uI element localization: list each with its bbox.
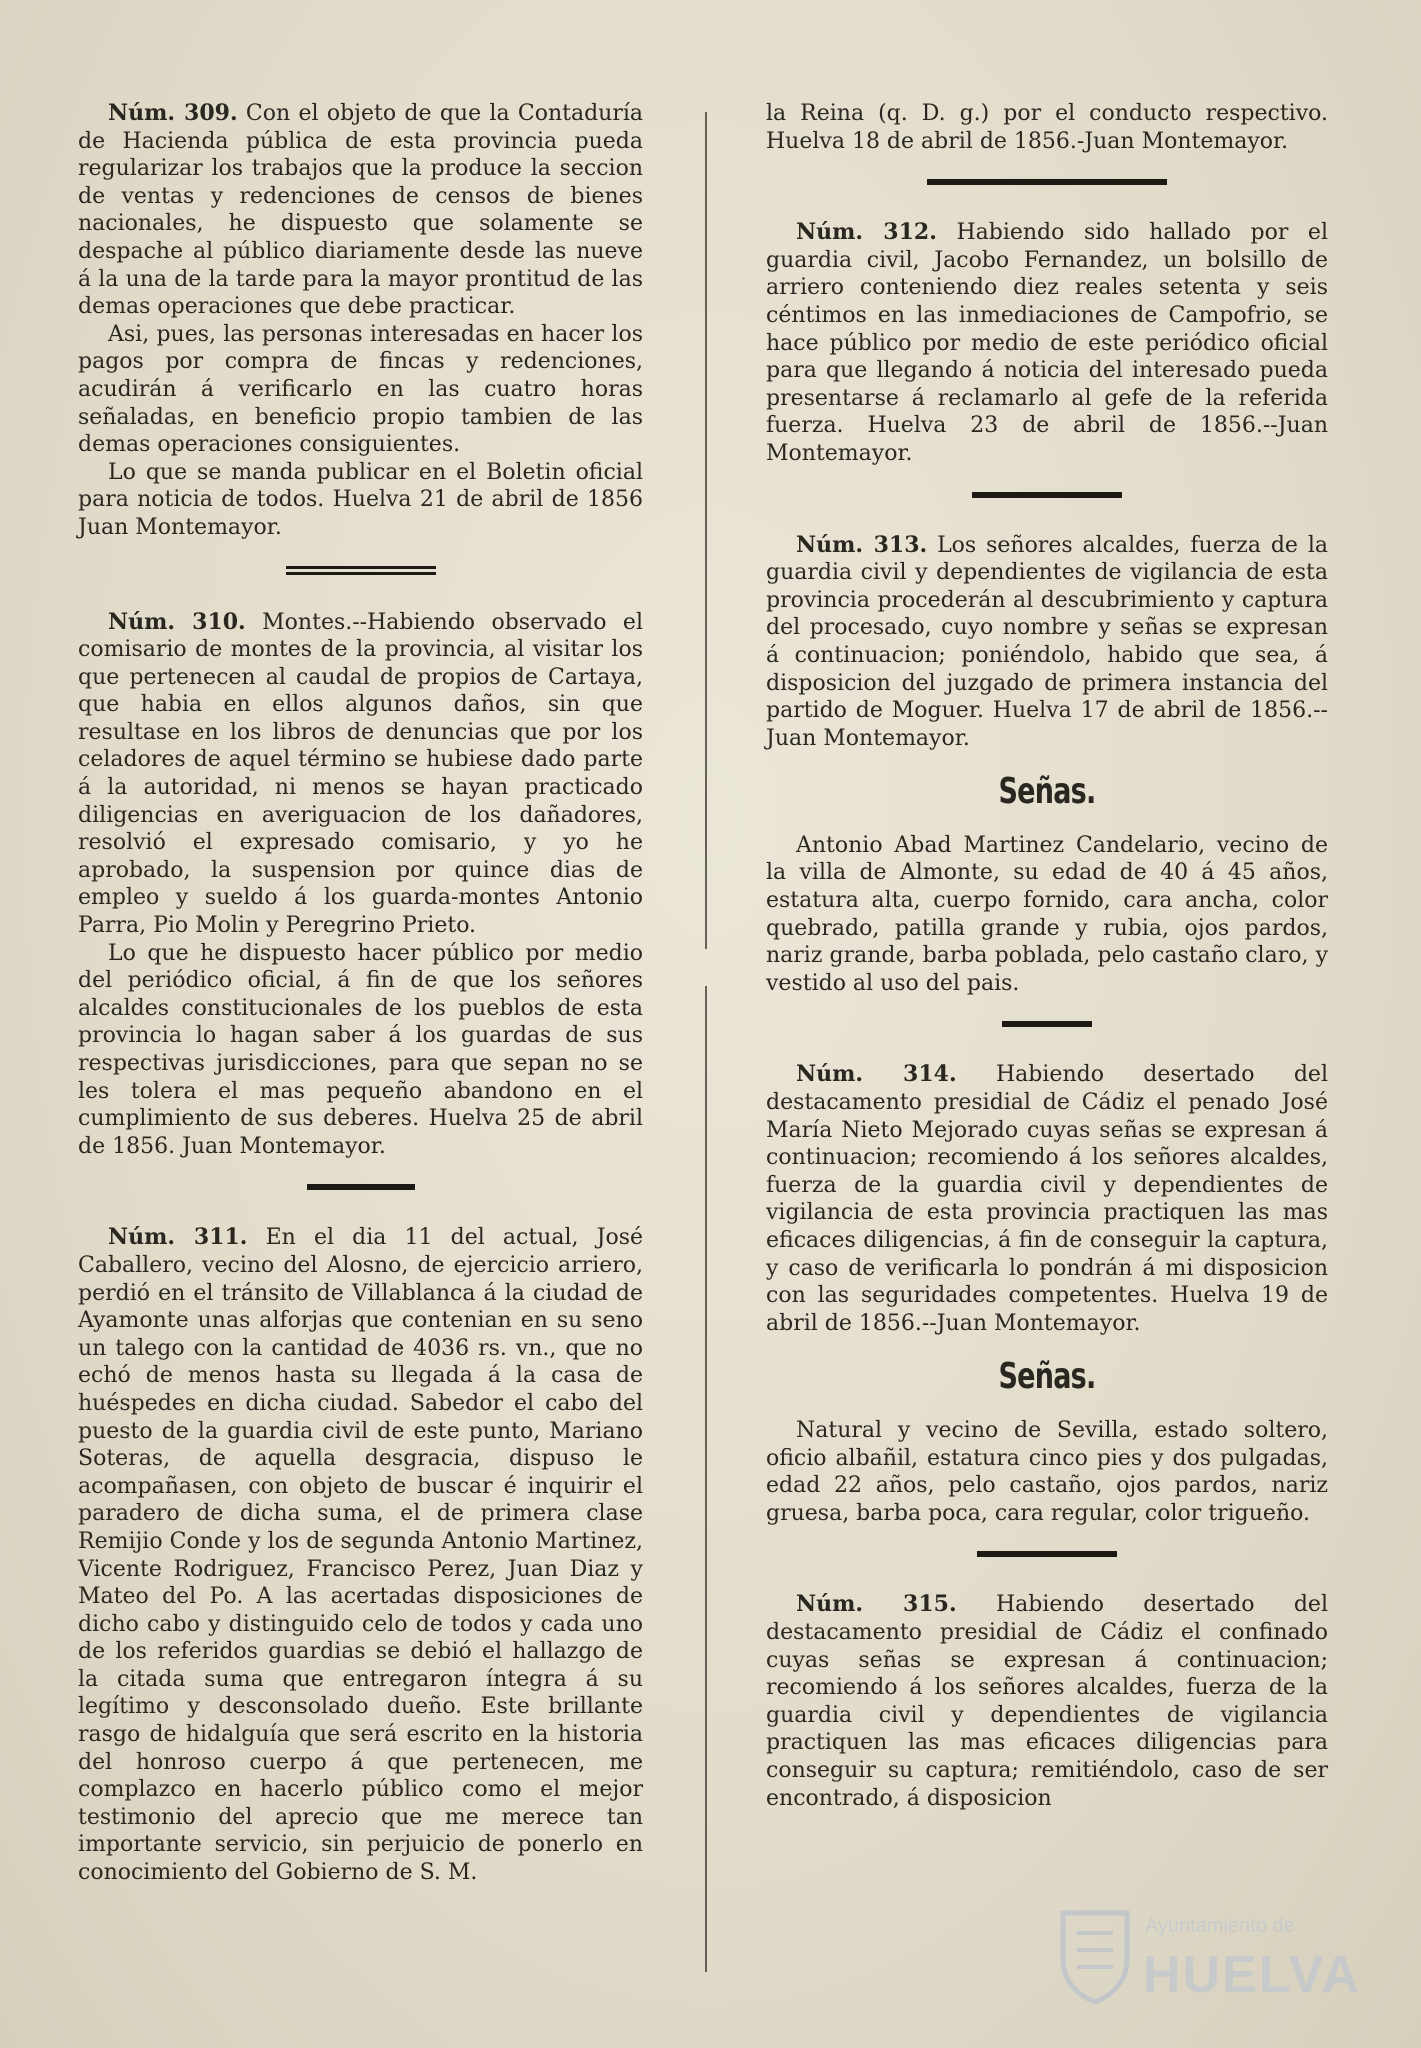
article-text: Habiendo desertado del destacamento presidial de Cádiz el penado José María Nieto Mejorado cuyas señas se expresan á continuacion; recomiendo á los señores alcaldes, fuerza de la guardia civil y dependientes de vigilancia de esta provincia practiquen las mas eficaces diligencias, á fin de conseguir la captura, y caso de verificarla lo pondrán á mi disposicion con las seguridades competentes. Huelva 19 de abril de 1856.--Juan Montemayor. [766,1062,1328,1336]
article-number: Núm. 314. [796,1061,957,1088]
senas-description: Antonio Abad Martinez Candelario, vecino de la villa de Almonte, su edad de 40 á 45 años, estatura alta, cuerpo fornido, cara ancha, color quebrado, patilla grande y rubia, ojos pardos, nariz grande, barba poblada, pelo castaño claro, y vestido al uso del pais. [766,832,1328,996]
senas-description: Natural y vecino de Sevilla, estado soltero, oficio albañil, estatura cinco pies y dos pulgadas, edad 22 años, pelo castaño, ojos pardos, nariz gruesa, barba poca, cara regular, color trigueño. [766,1417,1328,1526]
article-312 [766,219,1328,467]
separator-rule [286,566,436,569]
article-313-p1 [766,532,1328,753]
article-number: Núm. 313. [796,531,928,558]
article-312-p1 [766,219,1328,467]
left-column [78,100,643,1887]
senas-heading: Señas. [998,1356,1096,1398]
separator-rule [927,179,1167,185]
article-311-p1 [78,1224,643,1886]
watermark-line2: HUELVA [1143,1946,1362,2004]
article-315-p1 [766,1591,1328,1812]
separator-rule [1002,1021,1092,1027]
article-text: Los señores alcaldes, fuerza de la guardia civil y dependientes de vigilancia de esta provincia procederán al descubrimiento y captura del procesado, cuyo nombre y señas se expresan á continuacion; poniéndolo, habido que sea, á disposicion del juzgado de primera instancia del partido de Moguer. Huelva 17 de abril de 1856.--Juan Montemayor. [766,532,1328,751]
article-314-p1 [766,1061,1328,1337]
column-divider [705,112,707,1972]
separator-rule [307,1184,415,1190]
article-314 [766,1061,1328,1527]
shield-icon [1055,1905,1135,2005]
senas-heading: Señas. [998,771,1096,813]
separator-rule [972,492,1122,498]
article-310-p1 [78,609,643,940]
right-column [766,100,1328,1812]
article-text: En el dia 11 del actual, José Caballero, vecino del Alosno, de ejercicio arriero, perdió en el tránsito de Villablanca á la ciudad de Ayamonte unas alforjas que contenian en su seno un talego con la cantidad de 4036 rs. vn., que no echó de menos hasta su llegada á la casa de huéspedes en dicha ciudad. Sabedor el cabo del puesto de la guardia civil de este punto, Mariano Soteras, de aquella desgracia, dispuso le acompañasen, con objeto de buscar é inquirir el paradero de dicha suma, el de primera clase Remijio Conde y los de segunda Antonio Martinez, Vicente Rodriguez, Francisco Perez, Juan Diaz y Mateo del Po. A las acertadas disposiciones de dicho cabo y distinguido celo de todos y cada uno de los referidos guardias se debió el hallazgo de la citada suma que entregaron íntegra á su legítimo y desconsolado dueño. Este brillante rasgo de hidalguía que será escrito en la historia del honroso cuerpo á que pertenecen, me complazco en hacerlo público como el mejor testimonio del aprecio que me merece tan importante servicio, sin perjuicio de ponerlo en conocimiento del Gobierno de S. M. [78,1225,643,1886]
article-311-continuation: la Reina (q. D. g.) por el conducto respectivo. Huelva 18 de abril de 1856.-Juan Montemayor. [766,101,1328,154]
article-311 [78,1224,643,1886]
article-309-p3: Lo que se manda publicar en el Boletin oficial para noticia de todos. Huelva 21 de abril de 1856 Juan Montemayor. [78,459,643,540]
watermark-line1: Ayuntamiento de [1145,1915,1295,1937]
article-text: Habiendo sido hallado por el guardia civil, Jacobo Fernandez, un bolsillo de arriero conteniendo diez reales setenta y seis céntimos en las inmediaciones de Campofrio, se hace público por medio de este periódico oficial para que llegando á noticia del interesado pueda presentarse á reclamarlo al gefe de la referida fuerza. Huelva 23 de abril de 1856.--Juan Montemayor. [766,220,1328,466]
article-text: Habiendo desertado del destacamento presidial de Cádiz el confinado cuyas señas se expresan á continuacion; recomiendo á los señores alcaldes, fuerza de la guardia civil y dependientes de vigilancia practiquen las mas eficaces diligencias para conseguir su captura; remitiéndolo, caso de ser encontrado, á disposicion [766,1592,1328,1811]
article-number: Núm. 312. [796,219,937,246]
article-number: Núm. 315. [796,1591,957,1618]
article-number: Núm. 309. [108,100,238,126]
separator-rule [977,1551,1117,1557]
article-310-p2: Lo que he dispuesto hacer público por medio del periódico oficial, á fin de que los señores alcaldes constitucionales de los pueblos de esta provincia lo hagan saber á los guardas de sus respectivas jurisdicciones, para que sepan no se les tolera el mas pequeño abandono en el cumplimiento de sus deberes. Huelva 25 de abril de 1856. Juan Montemayor. [78,940,643,1159]
article-309-p2: Asi, pues, las personas interesadas en hacer los pagos por compra de fincas y redenciones, acudirán á verificarlo en las cuatro horas señaladas, en beneficio propio tambien de las demas operaciones consiguientes. [78,321,643,458]
article-number: Núm. 310. [108,608,246,635]
article-309-p1 [78,100,643,321]
article-313 [766,532,1328,998]
article-310 [78,609,643,1161]
article-315 [766,1591,1328,1812]
article-text: Con el objeto de que la Contaduría de Hacienda pública de esta provincia pueda regularizar los trabajos que la produce la seccion de ventas y redenciones de censos de bienes nacionales, he dispuesto que solamente se despache al público diariamente desde las nueve á la una de la tarde para la mayor prontitud de las demas operaciones que debe practicar. [78,101,643,320]
ayuntamiento-watermark [1055,1905,1362,2015]
article-number: Núm. 311. [108,1224,248,1251]
article-text: Montes.--Habiendo observado el comisario de montes de la provincia, al visitar los que pertenecen al caudal de propios de Cartaya, que habia en ellos algunos daños, sin que resultase en los libros de denuncias que por los celadores de aquel término se hubiese dado parte á la autoridad, ni menos se hayan practicado diligencias en averiguacion de los dañadores, resolvió el expresado comisario, y yo he aprobado, la suspension por quince dias de empleo y sueldo á los guarda-montes Antonio Parra, Pio Molin y Peregrino Prieto. [78,609,643,939]
article-309 [78,100,643,542]
